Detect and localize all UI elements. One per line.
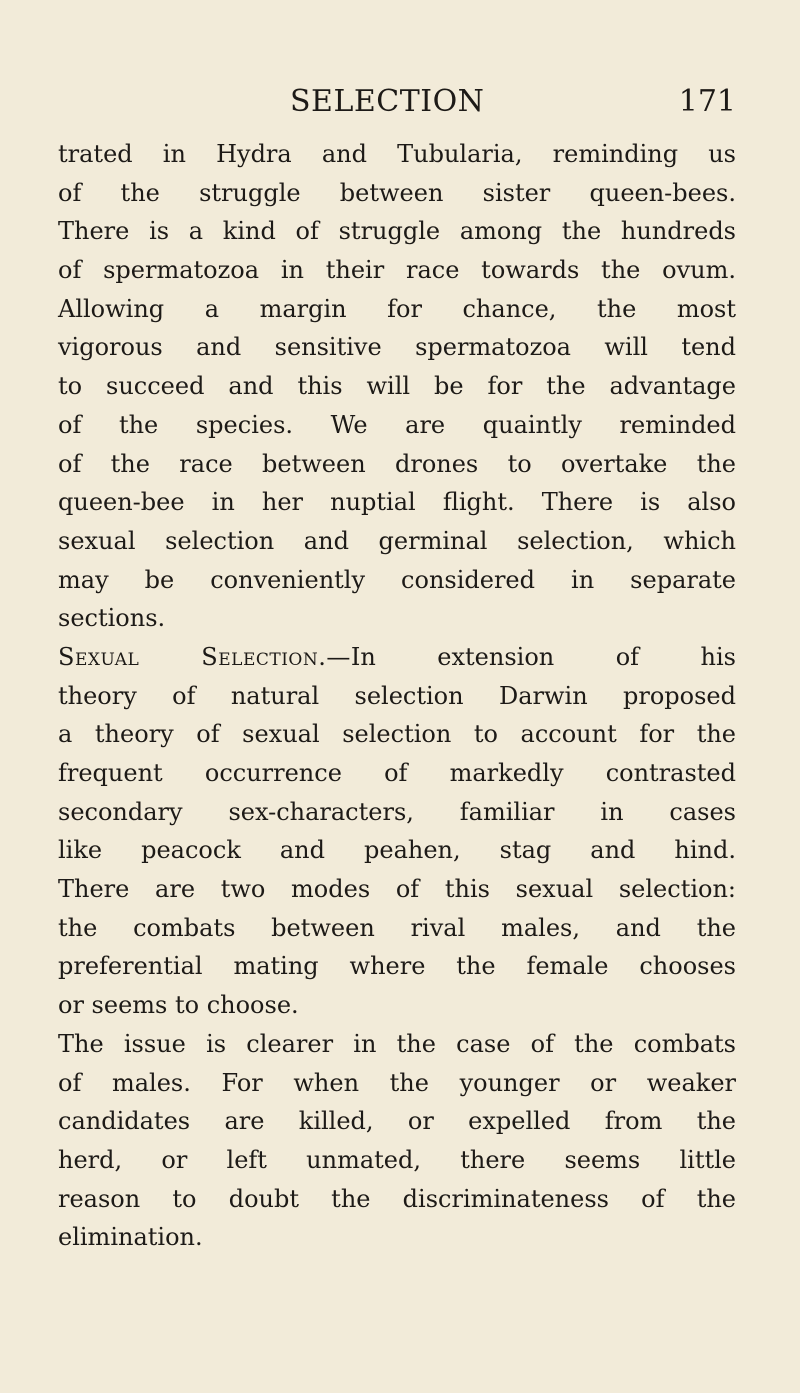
text-line-10: queen-bee in her nuptial flight. There is also (58, 488, 736, 517)
text-line-24: The issue is clearer in the case of the combats (58, 1029, 736, 1058)
text-line-12: may be conveniently considered in separate (58, 565, 736, 594)
text-line-1: trated in Hydra and Tubularia, reminding us (58, 140, 736, 168)
text-line-16: a theory of sexual selection to account for the (58, 720, 736, 749)
section-heading: Sexual Selection.— (58, 642, 351, 671)
text-line-27: herd, or left unmated, there seems little (58, 1145, 736, 1174)
text-line-26: candidates are killed, or expelled from the (58, 1107, 736, 1136)
text-line-19: like peacock and peahen, stag and hind. (58, 836, 736, 865)
text-line-3: There is a kind of struggle among the hundreds (58, 217, 736, 246)
text-line-9: of the race between drones to overtake the (58, 449, 736, 478)
text-line-20: There are two modes of this sexual selection: (58, 875, 736, 904)
text-line-13: sections. (58, 604, 166, 633)
text-line-4: of spermatozoa in their race towards the ovum. (58, 256, 736, 285)
section-line (58, 638, 736, 677)
text-line-28: reason to doubt the discriminateness of the (58, 1184, 736, 1213)
body-text (58, 135, 736, 1257)
text-line-17: frequent occurrence of markedly contrasted (58, 759, 736, 787)
text-line-2: of the struggle between sister queen-bees. (58, 178, 736, 207)
text-line-25: of males. For when the younger or weaker (58, 1068, 736, 1097)
text-line-6: vigorous and sensitive spermatozoa will tend (58, 333, 736, 362)
text-line-21: the combats between rival males, and the (58, 913, 736, 942)
text-line-29: elimination. (58, 1223, 203, 1252)
text-line-15: theory of natural selection Darwin proposed (58, 681, 736, 710)
running-title: SELECTION (290, 84, 485, 119)
text-line-11: sexual selection and germinal selection, which (58, 526, 736, 555)
text-line-5: Allowing a margin for chance, the most (58, 294, 736, 323)
text-line-14: In extension of his (350, 642, 736, 671)
text-line-8: of the species. We are quaintly reminded (58, 410, 736, 439)
text-line-18: secondary sex-characters, familiar in cases (58, 797, 736, 826)
text-line-22: preferential mating where the female chooses (58, 952, 736, 981)
page-number: 171 (678, 84, 736, 119)
text-line-7: to succeed and this will be for the advantage (58, 372, 736, 401)
text-line-23: or seems to choose. (58, 991, 299, 1020)
page-header (58, 82, 736, 122)
